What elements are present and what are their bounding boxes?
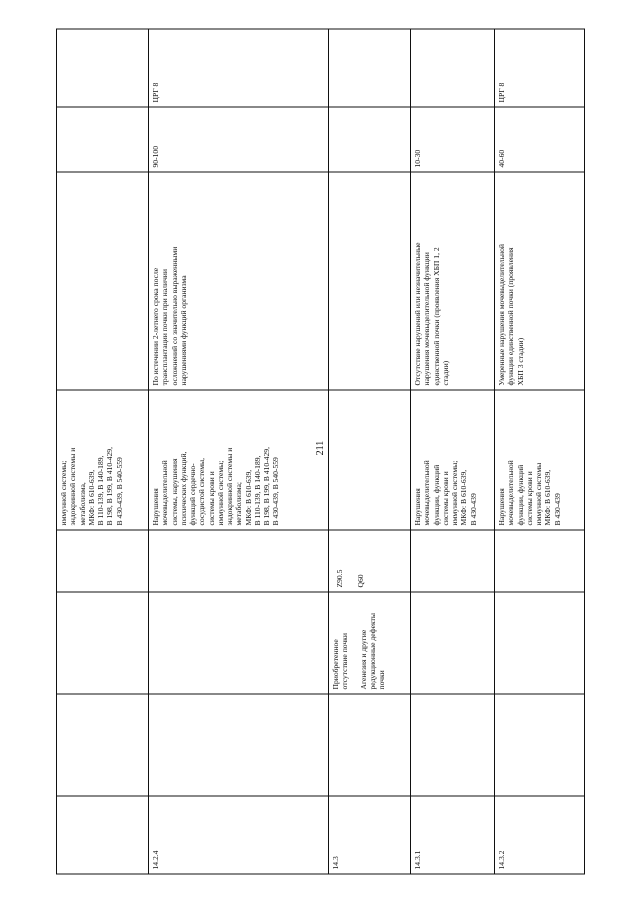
cell-line: Отсутствие нарушений или незначительные: [413, 242, 422, 386]
cell-icd: [329, 530, 411, 592]
cell-line: Q60: [356, 574, 366, 588]
cell-line: сосудистой системы,: [197, 457, 207, 526]
cell-disease: [57, 592, 149, 694]
cell-line: единственной почки (проявления ХБП 1, 2: [431, 247, 441, 386]
cell-percent: [329, 107, 411, 172]
cell-code: [57, 796, 149, 874]
cell-line: МКФ: В 610-639,: [86, 469, 96, 526]
cell-line: иммунной системы: [534, 462, 543, 526]
cell-disease: [411, 592, 495, 694]
cell-criteria: [329, 172, 411, 390]
cell-group: [57, 29, 149, 107]
cell-line: иммунной системы;: [450, 460, 459, 526]
cell-line: метаболизма,: [77, 482, 87, 526]
cell-text: ЦРГ 8: [497, 82, 506, 103]
cell-blank: [495, 694, 585, 796]
cell-line: функции единственной почки (проявления: [506, 247, 516, 386]
cell-disease: [495, 592, 585, 694]
cell-line: нарушениями функций организма: [178, 275, 188, 386]
cell-line: В 430-439, В 540-559: [114, 457, 124, 526]
cell-code: [411, 796, 495, 874]
cell-line: трансплантации почки при наличии: [160, 269, 170, 386]
table-row: [329, 29, 411, 874]
cell-line: Нарушения: [151, 488, 160, 526]
cell-line: редукционные дефекты: [368, 613, 377, 690]
cell-line: мочевыделительной: [422, 460, 432, 526]
cell-line: В 430-439, В 540-559: [271, 457, 281, 526]
cell-icd: [149, 530, 329, 592]
cell-line: функций сердечно-: [188, 463, 197, 526]
cell-line: отсутствие почки: [340, 633, 350, 690]
cell-text: 14.3: [331, 856, 340, 870]
table-row: [149, 29, 329, 874]
cell-percent: [149, 107, 329, 172]
cell-percent: [495, 107, 585, 172]
table-row: [495, 29, 585, 874]
table-row: [411, 29, 495, 874]
cell-line: В 110-139, В 140-189,: [252, 455, 262, 526]
cell-line: системы крови и: [524, 471, 534, 526]
cell-line: МКФ: В 610-639,: [459, 469, 469, 526]
cell-line: Агенезия и другие: [358, 629, 368, 690]
cell-percent: [57, 107, 149, 172]
cell-code: [495, 796, 585, 874]
cell-line: Приобретенное: [331, 639, 340, 690]
cell-line: метаболизма;: [234, 482, 244, 526]
cell-group: [495, 29, 585, 107]
cell-line: Нарушения: [497, 488, 506, 526]
cell-impairments: [57, 390, 149, 530]
cell-blank: [411, 694, 495, 796]
cell-icd: [57, 530, 149, 592]
cell-impairments: [329, 390, 411, 530]
cell-line: системы, нарушения: [169, 458, 179, 526]
cell-percent: [411, 107, 495, 172]
cell-line: системы крови и: [206, 471, 216, 526]
cell-line: Умеренные нарушения мочевыделительной: [497, 244, 506, 386]
cell-line: функции, функций: [515, 464, 525, 526]
cell-line: мочевыделительной: [160, 460, 170, 526]
cell-line: Нарушения: [413, 488, 422, 526]
document-rotated-wrapper: [56, 30, 584, 875]
cell-disease: [329, 592, 411, 694]
cell-disease: [149, 592, 329, 694]
cell-blank: [149, 694, 329, 796]
cell-line: ХБП 3 стадии): [515, 337, 525, 386]
table-row: [57, 29, 149, 874]
cell-line: иммунной системы;: [215, 460, 225, 526]
cell-line: функции, функций: [431, 464, 441, 526]
cell-code: [329, 796, 411, 874]
cell-text: 14.3.1: [413, 850, 422, 870]
cell-impairments: [495, 390, 585, 530]
cell-line: МКФ: В 610-639,: [543, 469, 553, 526]
cell-line: В 198, В 199, В 410-429,: [105, 447, 115, 526]
cell-line: МКФ: В 610-639,: [243, 469, 253, 526]
cell-blank: [329, 694, 411, 796]
cell-text: 10-30: [413, 149, 422, 168]
cell-line: психических функций,: [178, 451, 188, 526]
cell-line: [350, 597, 359, 690]
classification-table: [56, 29, 585, 875]
cell-line: почки: [377, 670, 387, 690]
cell-line: осложнений со значительно выраженными: [169, 246, 179, 386]
cell-line: В 430-439: [552, 493, 562, 526]
cell-line: По истечении 2-летнего срока после: [151, 267, 160, 386]
cell-line: эндокринной системы и: [68, 447, 78, 526]
cell-text: 14.2.4: [151, 850, 160, 870]
cell-text: ЦРГ 8: [151, 82, 160, 103]
cell-line: эндокринной системы и: [225, 447, 234, 526]
cell-line: Z90.5: [335, 569, 344, 588]
cell-group: [149, 29, 329, 107]
cell-criteria: [57, 172, 149, 390]
cell-impairments: [149, 390, 329, 530]
page-number: 211: [315, 440, 326, 456]
cell-line: В 198, В 199, В 410-429,: [262, 447, 271, 526]
cell-icd: [495, 530, 585, 592]
cell-text: 40-60: [497, 149, 506, 168]
cell-blank: [57, 694, 149, 796]
cell-icd: [411, 530, 495, 592]
cell-group: [329, 29, 411, 107]
cell-line: системы крови и: [440, 471, 450, 526]
cell-criteria: [149, 172, 329, 390]
cell-line: В 110-139, В 140-189,: [96, 455, 105, 526]
cell-line: иммунной системы;: [59, 460, 68, 526]
cell-line: В 430-439: [468, 493, 478, 526]
cell-code: [149, 796, 329, 874]
cell-impairments: [411, 390, 495, 530]
cell-group: [411, 29, 495, 107]
cell-text: 90-100: [151, 145, 160, 168]
cell-criteria: [495, 172, 585, 390]
cell-line: нарушения мочевыделительной функции: [422, 252, 432, 386]
cell-criteria: [411, 172, 495, 390]
cell-line: стадии): [440, 360, 450, 386]
cell-text: 14.3.2: [497, 850, 506, 870]
cell-line: мочевыделительной: [506, 460, 516, 526]
